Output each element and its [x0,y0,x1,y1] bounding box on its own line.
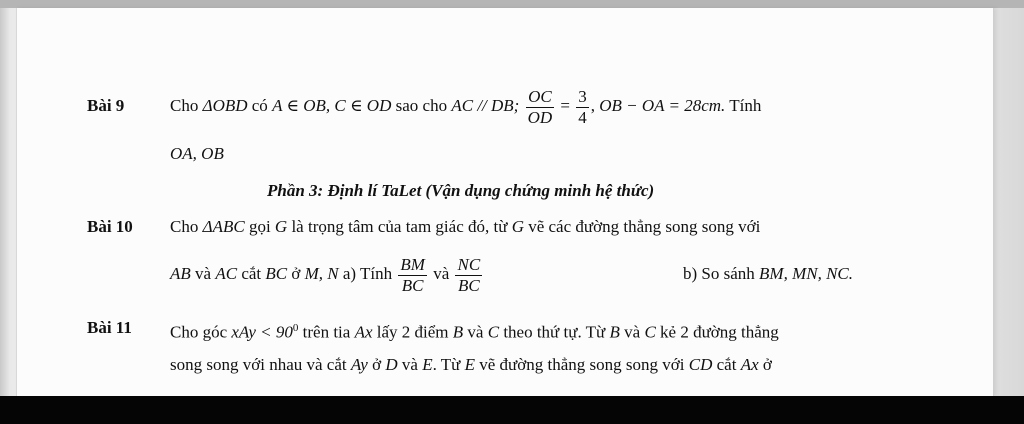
fraction-oc-od: $\frac{OC}{OD}$ [527,86,553,127]
problem-11-label: Bài 11 [87,318,132,337]
problem-10-line-2: AB và AC cắt BC ở M, N a) Tính $\frac{BM}{BC}$ và $\frac{NC}{BC}$ [170,254,481,295]
problem-9-line-1: Cho ΔOBD có A ∈ OB, C ∈ OD sao cho AC // DB; $\frac{OC}{OD}$ = $\frac{3}{4}$ , OB − OA = 28cm. Tính [170,86,762,127]
problem-9-label: Bài 9 [87,96,125,115]
fraction-3-4: $\frac{3}{4}$ [578,86,587,127]
problem-11-line-1: Cho góc xAy < $90^0$ trên tia Ax lấy 2 điểm B và C theo thứ tự. Từ B và C kẻ 2 đường thẳng [170,322,779,342]
problem-10-part-b: b) So sánh BM, MN, NC. [683,264,854,283]
problem-10-label: Bài 10 [87,217,133,236]
problem-9-line-2: OA, OB [170,144,224,163]
top-edge [0,0,1024,8]
problem-11-line-2: song song với nhau và cắt Ay ở D và E. Từ E vẽ đường thẳng song song với CD cắt Ax ở [170,355,772,374]
bottom-black-bar [0,396,1024,424]
section-heading: Phần 3: Định lí TaLet (Vận dụng chứng minh hệ thức) [267,181,655,200]
fraction-bm-bc: $\frac{BM}{BC}$ [400,254,425,295]
problem-10-line-1: Cho ΔABC gọi G là trọng tâm của tam giác đó, từ G vẽ các đường thẳng song song với [170,217,761,236]
fraction-nc-bc: $\frac{NC}{BC}$ [457,254,481,295]
